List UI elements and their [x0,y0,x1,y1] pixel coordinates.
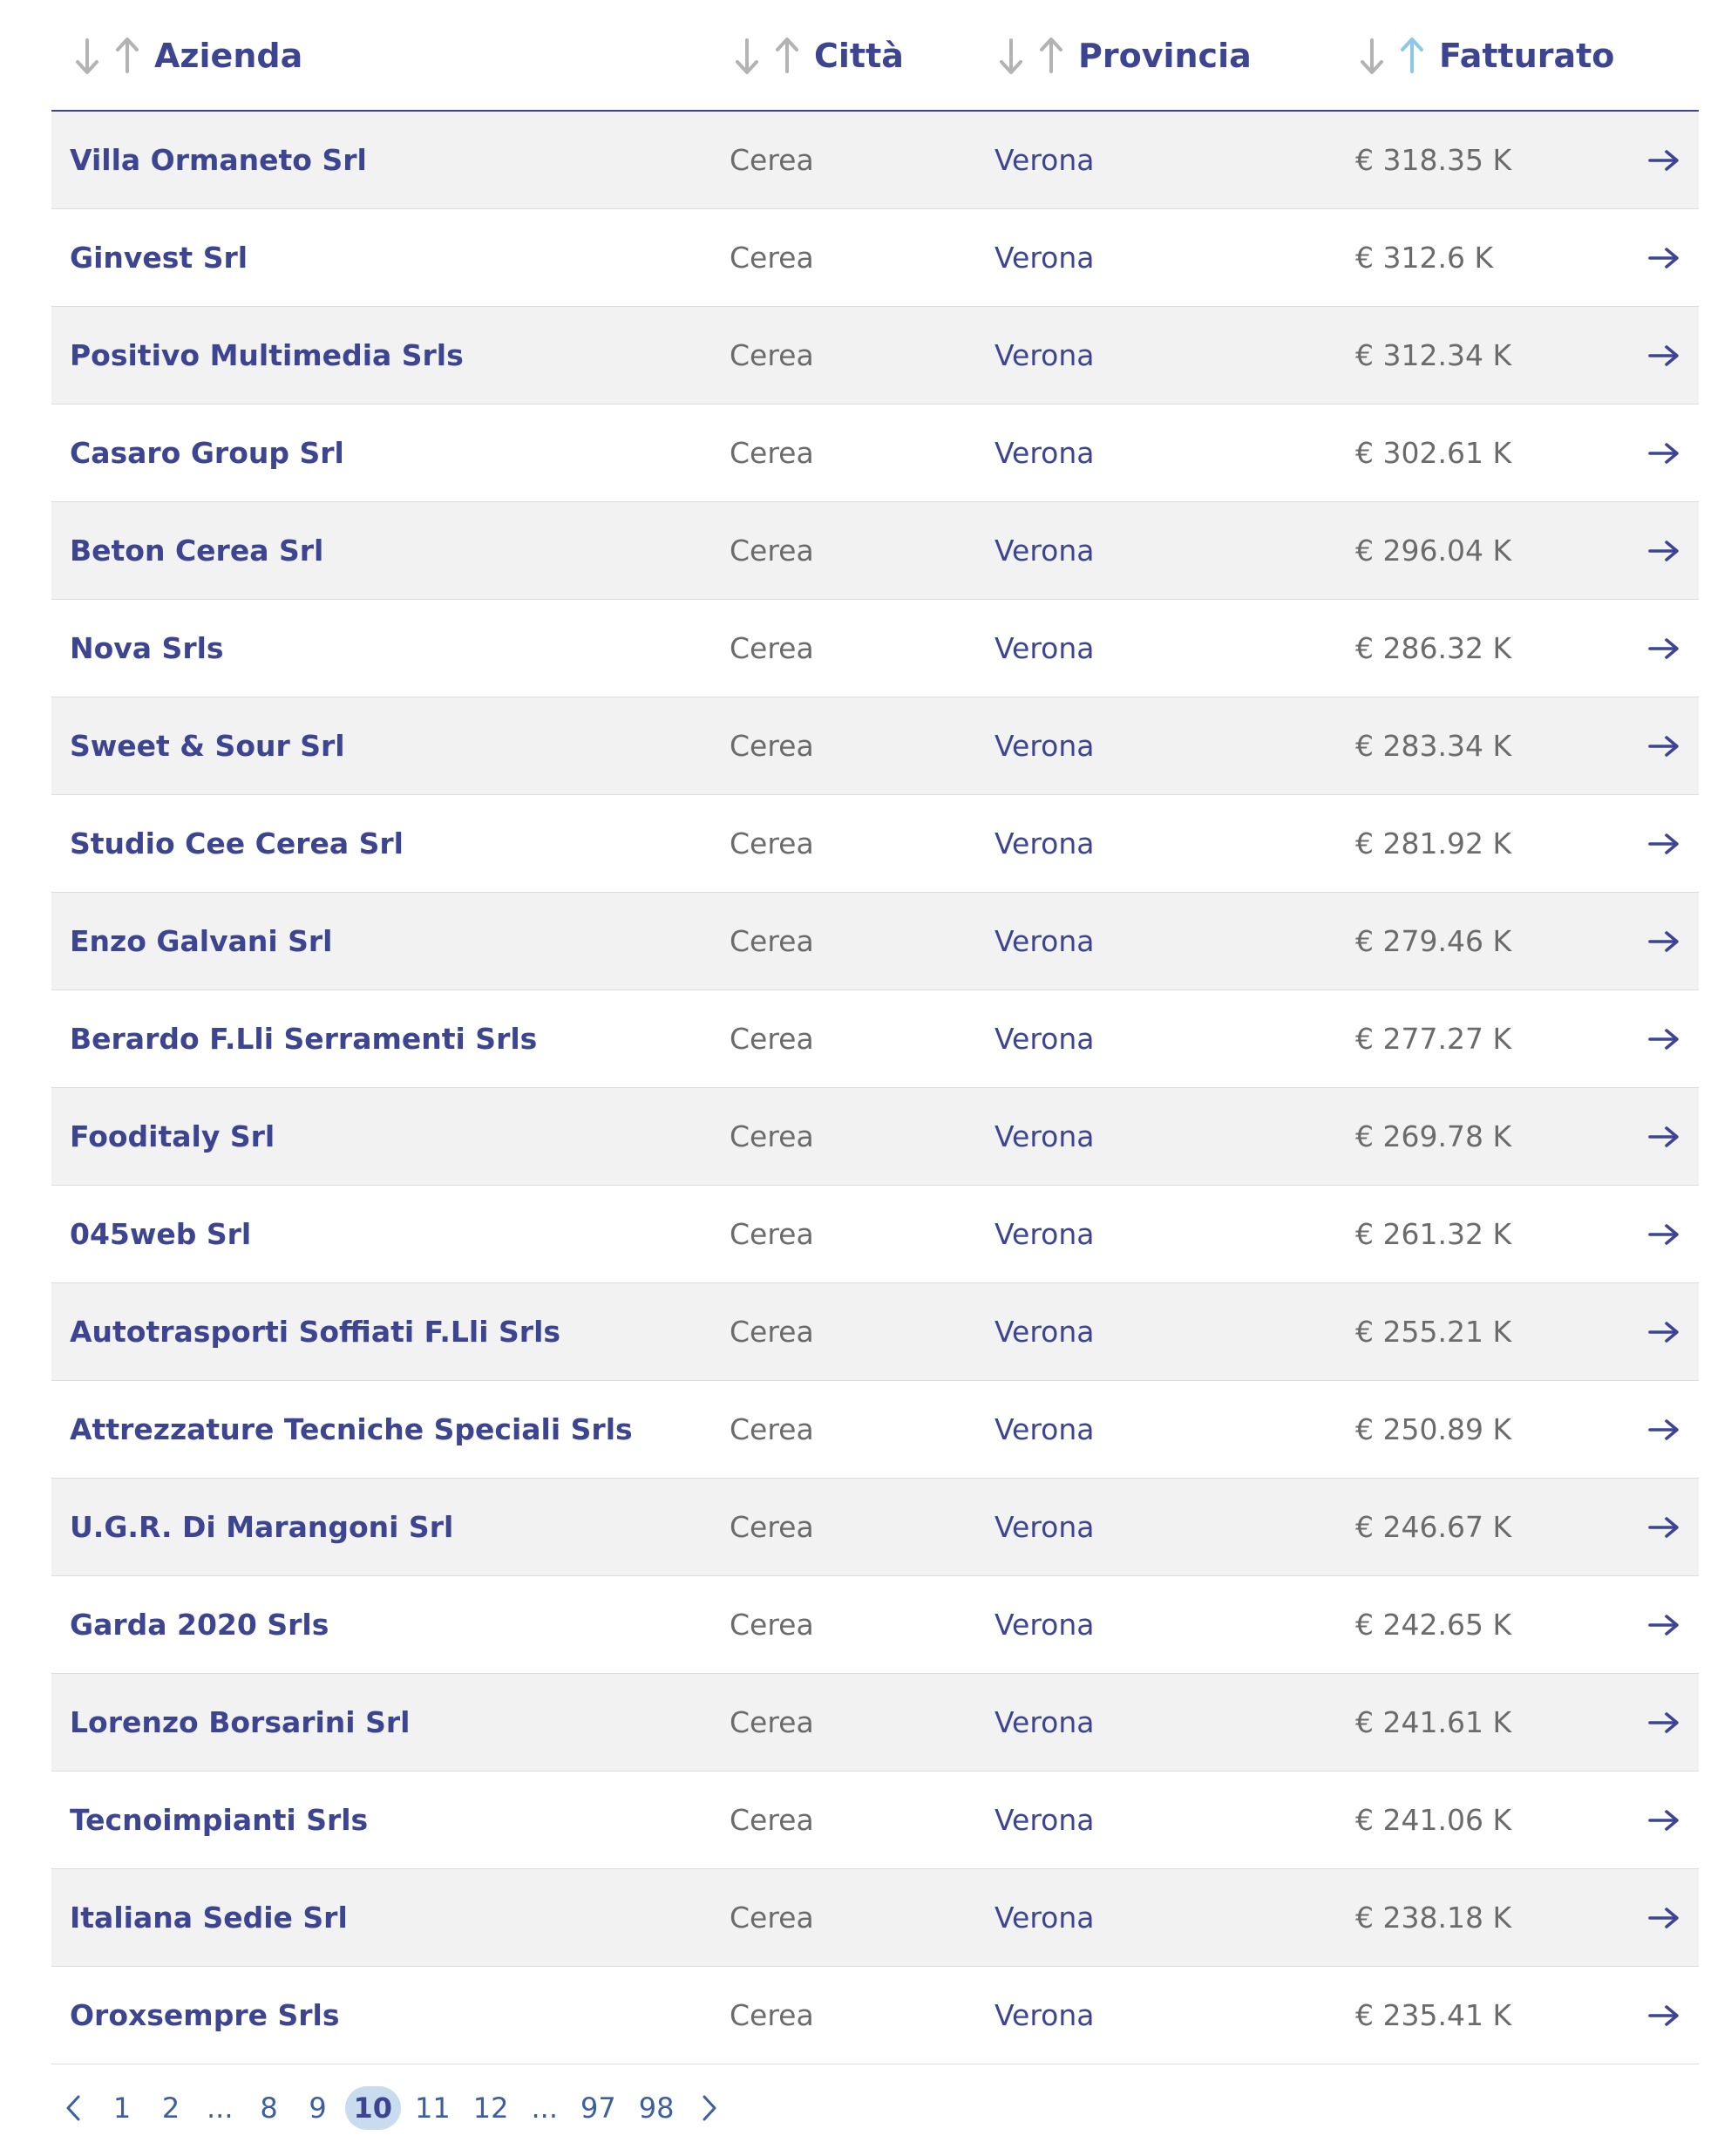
province-cell: Verona [994,143,1095,177]
city-cell: Cerea [730,338,814,372]
company-name-link[interactable]: Lorenzo Borsarini Srl [70,1705,411,1739]
province-cell: Verona [994,534,1095,568]
revenue-cell: € 241.61 K [1355,1705,1512,1739]
page-link[interactable]: 11 [415,2091,451,2125]
city-cell: Cerea [730,1022,814,1056]
revenue-cell: € 277.27 K [1355,1022,1512,1056]
city-cell: Cerea [730,1510,814,1544]
province-cell: Verona [994,241,1095,275]
province-cell: Verona [994,631,1095,665]
page-current[interactable]: 10 [345,2086,402,2130]
arrow-right-icon[interactable] [1645,1283,1683,1380]
revenue-cell: € 318.35 K [1355,143,1512,177]
revenue-cell: € 302.61 K [1355,436,1512,470]
table-row[interactable] [51,600,1699,697]
city-cell: Cerea [730,143,814,177]
province-cell: Verona [994,1608,1095,1642]
arrow-right-icon[interactable] [1645,600,1683,697]
arrow-right-icon[interactable] [1645,1479,1683,1575]
city-cell: Cerea [730,1217,814,1251]
pagination-ellipsis: ... [207,2091,234,2125]
revenue-cell: € 279.46 K [1355,924,1512,958]
revenue-cell: € 286.32 K [1355,631,1512,665]
table-row[interactable] [51,209,1699,307]
column-label: Azienda [154,37,303,75]
page-link[interactable]: 8 [260,2091,278,2125]
revenue-cell: € 242.65 K [1355,1608,1512,1642]
arrow-right-icon[interactable] [1645,893,1683,990]
company-name-link[interactable]: Berardo F.Lli Serramenti Srls [70,1022,538,1056]
page-link[interactable]: 1 [112,2091,132,2125]
province-cell: Verona [994,924,1095,958]
arrow-right-icon[interactable] [1645,697,1683,794]
arrow-right-icon[interactable] [1645,502,1683,599]
revenue-cell: € 312.34 K [1355,338,1512,372]
province-cell: Verona [994,1022,1095,1056]
sort-down-arrow-icon[interactable] [69,33,105,78]
arrow-right-icon[interactable] [1645,112,1683,208]
arrow-right-icon[interactable] [1645,990,1683,1087]
revenue-cell: € 312.6 K [1355,241,1494,275]
revenue-cell: € 281.92 K [1355,826,1512,860]
column-header-citta[interactable] [729,0,904,112]
province-cell: Verona [994,1217,1095,1251]
arrow-right-icon[interactable] [1645,1576,1683,1673]
city-cell: Cerea [730,241,814,275]
table-row[interactable] [51,112,1699,209]
company-name-link[interactable]: Enzo Galvani Srl [70,924,333,958]
arrow-right-icon[interactable] [1645,795,1683,892]
arrow-right-icon[interactable] [1645,1967,1683,2064]
city-cell: Cerea [730,534,814,568]
company-name-link[interactable]: Nova Srls [70,631,224,665]
arrow-right-icon[interactable] [1645,1772,1683,1868]
sort-up-arrow-icon[interactable] [769,33,805,78]
table-header [51,0,1699,112]
sort-controls [69,33,146,78]
arrow-right-icon[interactable] [1645,1186,1683,1282]
table-row[interactable] [51,502,1699,600]
sort-down-arrow-icon[interactable] [729,33,765,78]
table-row[interactable] [51,893,1699,990]
city-cell: Cerea [730,924,814,958]
revenue-cell: € 250.89 K [1355,1412,1512,1446]
revenue-cell: € 241.06 K [1355,1803,1512,1837]
table-row[interactable] [51,307,1699,405]
city-cell: Cerea [730,631,814,665]
page-link[interactable]: 98 [638,2091,675,2125]
company-name-link[interactable]: Autotrasporti Soffiati F.Lli Srls [70,1315,561,1349]
company-name-link[interactable]: Fooditaly Srl [70,1119,275,1153]
revenue-cell: € 283.34 K [1355,729,1512,763]
city-cell: Cerea [730,1998,814,2032]
chevron-right-icon[interactable] [688,2086,731,2130]
province-cell: Verona [994,338,1095,372]
table-body [51,112,1699,2064]
city-cell: Cerea [730,1803,814,1837]
revenue-cell: € 261.32 K [1355,1217,1512,1251]
sort-controls [1354,33,1430,78]
table-row[interactable] [51,1967,1699,2064]
sort-down-arrow-icon[interactable] [1354,33,1390,78]
table-row[interactable] [51,990,1699,1088]
city-cell: Cerea [730,1705,814,1739]
page-link[interactable]: 97 [580,2091,616,2125]
page-link[interactable]: 9 [309,2091,327,2125]
city-cell: Cerea [730,729,814,763]
column-label: Città [814,37,904,75]
company-name-link[interactable]: Oroxsempre Srls [70,1998,340,2032]
province-cell: Verona [994,826,1095,860]
company-name-link[interactable]: Casaro Group Srl [70,436,344,470]
company-name-link[interactable]: U.G.R. Di Marangoni Srl [70,1510,454,1544]
sort-up-arrow-icon[interactable] [1394,33,1430,78]
table-row[interactable] [51,1381,1699,1479]
sort-controls [993,33,1069,78]
arrow-right-icon[interactable] [1645,1381,1683,1478]
pagination [51,2084,737,2132]
arrow-right-icon[interactable] [1645,1088,1683,1185]
province-cell: Verona [994,436,1095,470]
column-header-provincia[interactable] [993,0,1252,112]
province-cell: Verona [994,1901,1095,1935]
table-row[interactable] [51,1479,1699,1576]
sort-controls [729,33,805,78]
province-cell: Verona [994,1315,1095,1349]
revenue-cell: € 296.04 K [1355,534,1512,568]
company-name-link[interactable]: Ginvest Srl [70,241,248,275]
province-cell: Verona [994,1705,1095,1739]
arrow-right-icon[interactable] [1645,209,1683,306]
company-name-link[interactable]: 045web Srl [70,1217,252,1251]
company-name-link[interactable]: Italiana Sedie Srl [70,1901,348,1935]
city-cell: Cerea [730,826,814,860]
province-cell: Verona [994,1998,1095,2032]
revenue-cell: € 246.67 K [1355,1510,1512,1544]
pagination-ellipsis: ... [531,2091,558,2125]
table-row[interactable] [51,1674,1699,1772]
company-name-link[interactable]: Beton Cerea Srl [70,534,324,568]
table-row[interactable] [51,1186,1699,1283]
city-cell: Cerea [730,1412,814,1446]
column-label: Provincia [1078,37,1252,75]
column-header-azienda[interactable] [69,0,302,112]
revenue-cell: € 269.78 K [1355,1119,1512,1153]
companies-table [51,0,1699,2064]
sort-down-arrow-icon[interactable] [993,33,1029,78]
city-cell: Cerea [730,1901,814,1935]
company-name-link[interactable]: Villa Ormaneto Srl [70,143,367,177]
company-name-link[interactable]: Studio Cee Cerea Srl [70,826,404,860]
column-label: Fatturato [1439,37,1615,75]
province-cell: Verona [994,729,1095,763]
arrow-right-icon[interactable] [1645,1674,1683,1771]
province-cell: Verona [994,1412,1095,1446]
sort-up-arrow-icon[interactable] [1033,33,1069,78]
arrow-right-icon[interactable] [1645,1869,1683,1966]
revenue-cell: € 255.21 K [1355,1315,1512,1349]
chevron-left-icon[interactable] [51,2086,95,2130]
table-row[interactable] [51,1283,1699,1381]
company-name-link[interactable]: Attrezzature Tecniche Speciali Srls [70,1412,633,1446]
company-name-link[interactable]: Positivo Multimedia Srls [70,338,464,372]
city-cell: Cerea [730,1119,814,1153]
company-name-link[interactable]: Garda 2020 Srls [70,1608,329,1642]
page-link[interactable]: 2 [161,2091,180,2125]
revenue-cell: € 238.18 K [1355,1901,1512,1935]
city-cell: Cerea [730,1608,814,1642]
page-link[interactable]: 12 [472,2091,509,2125]
table-row[interactable] [51,697,1699,795]
table-row[interactable] [51,1088,1699,1186]
revenue-cell: € 235.41 K [1355,1998,1512,2032]
table-row[interactable] [51,1576,1699,1674]
arrow-right-icon[interactable] [1645,307,1683,404]
table-row[interactable] [51,1772,1699,1869]
table-row[interactable] [51,405,1699,502]
table-row[interactable] [51,795,1699,893]
province-cell: Verona [994,1119,1095,1153]
company-name-link[interactable]: Tecnoimpianti Srls [70,1803,369,1837]
province-cell: Verona [994,1803,1095,1837]
table-row[interactable] [51,1869,1699,1967]
city-cell: Cerea [730,436,814,470]
column-header-fatturato[interactable] [1354,0,1614,112]
company-name-link[interactable]: Sweet & Sour Srl [70,729,345,763]
city-cell: Cerea [730,1315,814,1349]
sort-up-arrow-icon[interactable] [109,33,146,78]
province-cell: Verona [994,1510,1095,1544]
arrow-right-icon[interactable] [1645,405,1683,501]
